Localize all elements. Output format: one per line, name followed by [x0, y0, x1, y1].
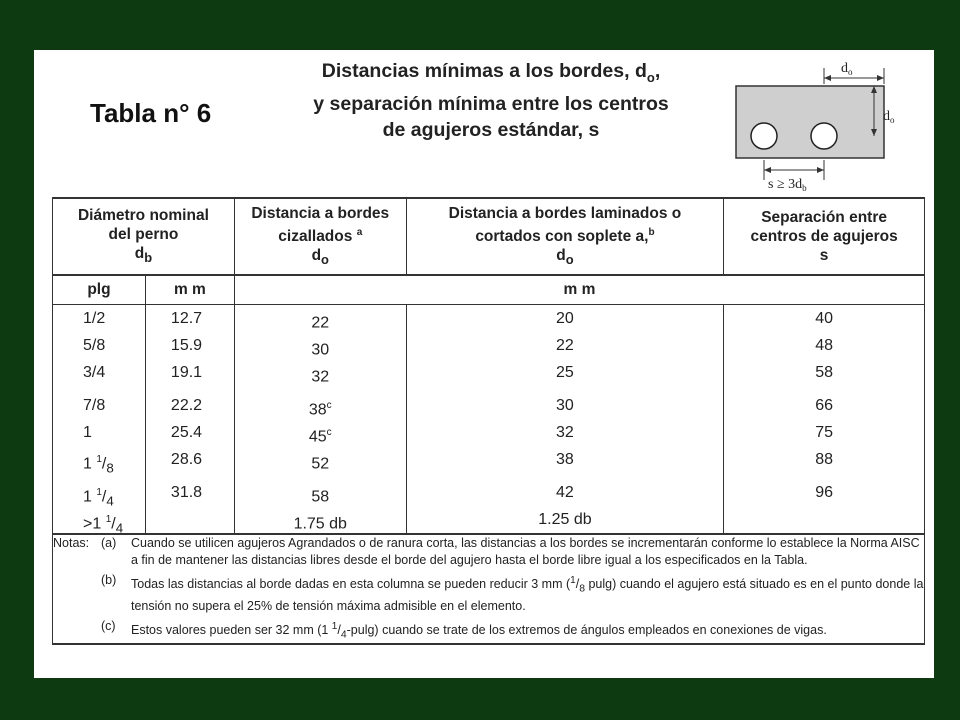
side-dimension-label: $d_o$	[883, 109, 895, 125]
cell-mm: 19.1	[170, 364, 203, 381]
column-spacing	[724, 305, 925, 535]
cell-mm: 15.9	[170, 337, 203, 354]
cell-spacing: 96	[815, 484, 833, 501]
table-number-label: Tabla n° 6	[90, 98, 212, 128]
cell-sheared: 58	[311, 488, 330, 506]
note-b	[53, 572, 924, 615]
unit-plg: plg	[53, 275, 146, 305]
cell-spacing: 40	[815, 310, 833, 327]
edge-distance-table	[52, 197, 925, 645]
unit-mm-left: m m	[145, 275, 234, 305]
cell-mm: 25.4	[170, 424, 203, 441]
cell-spacing: 88	[815, 451, 833, 468]
note-a	[53, 535, 924, 569]
table-body	[53, 305, 925, 535]
cell-sheared: 38$^c$	[308, 400, 332, 419]
cell-plg: 1 $^1/_4$	[83, 487, 114, 509]
hole-right	[811, 123, 837, 149]
column-mm	[145, 305, 234, 535]
note-b-text: Todas las distancias al borde dadas en esta columna se pueden reducir 3 mm ($^1/_8$ pulg) cuando el agujero está situado es en el punto donde la tensión no supera el 25% de tensión máxima admisible en el elemento.	[131, 575, 924, 613]
note-c-key: (c)	[101, 618, 116, 633]
note-b-key: (b)	[101, 573, 117, 587]
cell-rolled: 30	[556, 397, 574, 414]
title-line-1: Distancias mínimas a los bordes, d	[321, 60, 647, 82]
header-rolled-edges: Distancia a bordes laminados o cortados con soplete a,$^b$ $d_o$	[406, 198, 724, 275]
plate-holes-diagram	[724, 56, 894, 191]
cell-plg: 1/2	[83, 310, 106, 327]
header-hole-spacing: Separación entre centros de agujeros s	[724, 198, 925, 275]
top-dimension-label: $d_o$	[841, 61, 853, 77]
cell-plg: 3/4	[83, 364, 106, 381]
cell-rolled: 42	[556, 484, 574, 501]
title-line-3: de agujeros estándar, s	[382, 118, 600, 141]
cell-mm: 28.6	[170, 451, 203, 468]
bottom-dimension-label: $s \ge 3d_b$	[768, 177, 807, 193]
title-line-1-sub: o	[646, 69, 655, 85]
column-sheared	[234, 305, 406, 535]
cell-rolled: 20	[556, 310, 574, 327]
cell-spacing	[724, 506, 924, 533]
cell-rolled: 22	[556, 337, 574, 354]
cell-sheared: 1.75 db	[293, 515, 347, 533]
note-c-text: Estos valores pueden ser 32 mm (1 $^1/_4-pulg$) cuando se trate de los extremos de ángulos empleados en conexiones de vigas.	[131, 620, 827, 641]
cell-sheared: 52	[311, 455, 330, 473]
cell-spacing: 66	[815, 397, 833, 414]
title-line-2: y separación mínima entre los centros	[313, 92, 669, 115]
cell-plg: >1 $^1/_4$	[83, 514, 124, 536]
cell-sheared: 32	[311, 368, 330, 386]
cell-plg: 1	[83, 424, 92, 441]
cell-spacing: 58	[815, 364, 833, 381]
cell-rolled: 25	[556, 364, 574, 381]
hole-left	[751, 123, 777, 149]
cell-plg: 1 $^1/_8$	[83, 454, 114, 476]
cell-rolled: 38	[556, 451, 574, 468]
header-bolt-diameter: Diámetro nominal del perno $d_b$	[53, 198, 235, 275]
column-rolled	[406, 305, 724, 535]
note-a-key: (a)	[101, 536, 117, 550]
table-header-row	[53, 198, 925, 275]
unit-mm-right: m m	[234, 275, 924, 305]
cell-sheared: 22	[311, 314, 330, 332]
document-sheet	[34, 50, 934, 678]
cell-mm: 12.7	[170, 310, 203, 327]
column-plg	[53, 305, 146, 535]
cell-spacing: 48	[815, 337, 833, 354]
notes-row	[53, 534, 925, 644]
cell-sheared: 30	[311, 341, 330, 359]
title-line-1-end: ,	[654, 60, 661, 82]
header-sheared-edges: Distancia a bordes cizallados $^a$ $d_o$	[234, 198, 406, 275]
cell-plg: 7/8	[83, 397, 106, 414]
cell-rolled: 32	[556, 424, 574, 441]
cell-plg: 5/8	[83, 337, 106, 354]
table-title	[296, 58, 686, 143]
cell-rolled: 1.25 db	[538, 511, 592, 528]
note-c	[53, 618, 924, 644]
units-row	[53, 275, 925, 305]
cell-spacing: 75	[815, 424, 833, 441]
notes-cell	[53, 534, 925, 644]
cell-sheared: 45$^c$	[308, 427, 332, 446]
cell-mm	[171, 506, 234, 533]
note-a-text: Cuando se utilicen agujeros Agrandados o de ranura corta, las distancias a los bordes se incrementarán conforme lo establece la Norma AISC a fin de mantener las distancias libres desde el borde del agujero hasta el borde libre igual a los especificados en la Tabla.	[131, 536, 920, 567]
notes-heading: Notas:	[53, 536, 90, 550]
cell-mm: 22.2	[170, 397, 203, 414]
cell-mm: 31.8	[170, 484, 203, 501]
